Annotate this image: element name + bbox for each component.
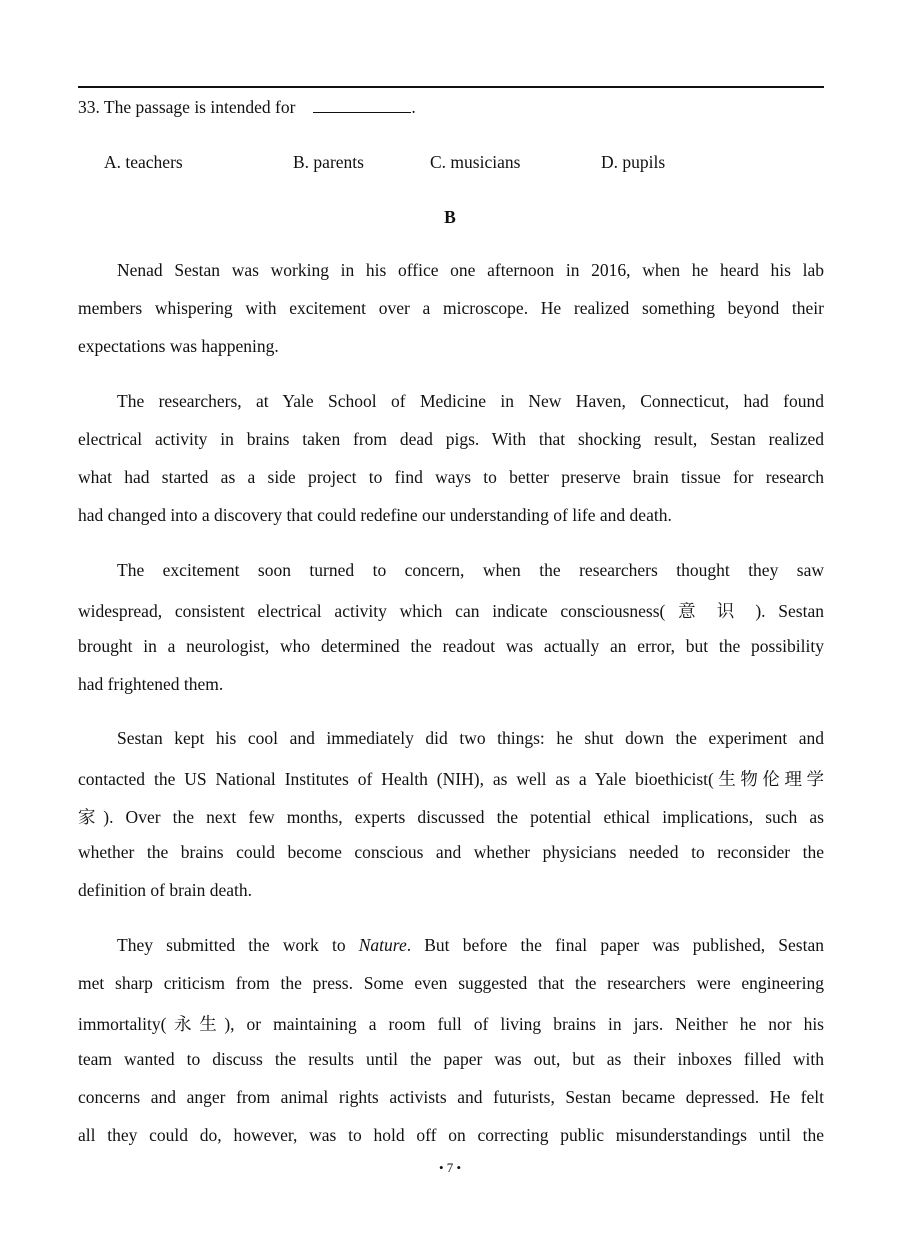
passage-line: all they could do, however, was to hold off on correcting public misunderstandings until the <box>78 1125 824 1145</box>
passage-line: The excitement soon turned to concern, when the researchers thought they saw <box>117 560 824 580</box>
passage-line: electrical activity in brains taken from dead pigs. With that shocking result, Sestan realized <box>78 429 824 449</box>
passage-line: contacted the US National Institutes of Health (NIH), as well as a Yale bioethicist(生物伦理学 <box>78 769 824 789</box>
passage-line: Nenad Sestan was working in his office one afternoon in 2016, when he heard his lab <box>117 260 824 280</box>
passage-line: what had started as a side project to find ways to better preserve brain tissue for research <box>78 467 824 487</box>
passage-line: team wanted to discuss the results until the paper was out, but as their inboxes filled with <box>78 1049 824 1069</box>
passage-line: widespread, consistent electrical activity which can indicate consciousness( 意 识 ). Sestan <box>78 601 824 621</box>
passage-line: definition of brain death. <box>78 880 252 900</box>
page-number: • 7 • <box>438 1160 462 1175</box>
passage-line: had frightened them. <box>78 674 224 694</box>
passage-line: concerns and anger from animal rights activists and futurists, Sestan became depressed. He felt <box>78 1087 824 1107</box>
passage-line: members whispering with excitement over a microscope. He realized something beyond their <box>78 298 824 318</box>
passage-line <box>117 935 824 956</box>
passage-line: Sestan kept his cool and immediately did two things: he shut down the experiment and <box>117 728 824 748</box>
option-b: B. parents <box>293 152 364 172</box>
section-label: B <box>444 207 456 227</box>
italic-title: Nature <box>358 935 407 955</box>
option-c: C. musicians <box>430 152 521 172</box>
question-text: 33. The passage is intended for <box>78 97 296 117</box>
option-d: D. pupils <box>601 152 666 172</box>
answer-blank <box>313 98 411 113</box>
passage-line: had changed into a discovery that could redefine our understanding of life and death. <box>78 505 672 525</box>
text-segment: . But before the final paper was published, Sestan <box>406 935 824 955</box>
passage-line: The researchers, at Yale School of Medicine in New Haven, Connecticut, had found <box>117 391 824 411</box>
passage-line: 家). Over the next few months, experts discussed the potential ethical implications, such as <box>78 807 824 827</box>
passage-line: expectations was happening. <box>78 336 279 356</box>
question-period: . <box>411 97 416 117</box>
question-33 <box>78 97 416 118</box>
passage-line: whether the brains could become conscious and whether physicians needed to reconsider the <box>78 842 824 862</box>
passage-line: brought in a neurologist, who determined the readout was actually an error, but the possibility <box>78 636 824 656</box>
text-segment: They submitted the work to <box>117 935 359 955</box>
header-rule <box>78 86 824 88</box>
option-a: A. teachers <box>104 152 183 172</box>
passage-line: met sharp criticism from the press. Some even suggested that the researchers were engineering <box>78 973 824 993</box>
passage-line: immortality(永生), or maintaining a room full of living brains in jars. Neither he nor his <box>78 1014 824 1034</box>
